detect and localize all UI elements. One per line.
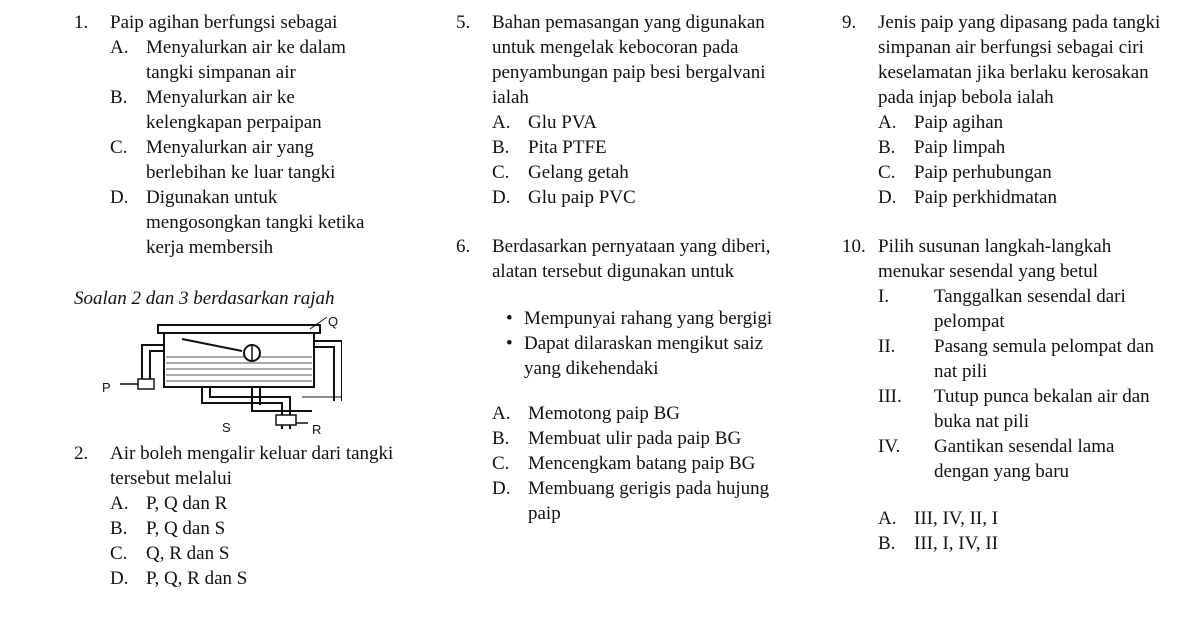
question-number: 9. bbox=[842, 12, 857, 33]
option-letter: A. bbox=[492, 112, 511, 133]
option-text: P, Q dan R bbox=[146, 493, 228, 514]
step-item bbox=[878, 384, 1172, 434]
statement-text: Mempunyai rahang yang bergigi bbox=[524, 308, 773, 329]
label-s: S bbox=[222, 420, 231, 435]
question-text: Berdasarkan pernyataan yang diberi, alatan tersebut digunakan untuk bbox=[492, 236, 771, 282]
statement-item bbox=[506, 306, 796, 331]
option-text: Digunakan untuk mengosongkan tangki ketika kerja membersih bbox=[146, 187, 365, 258]
option-d[interactable] bbox=[492, 476, 796, 526]
statement-item bbox=[506, 331, 796, 381]
question-text: Pilih susunan langkah-langkah menukar sesendal yang betul bbox=[878, 236, 1112, 282]
step-item bbox=[878, 284, 1172, 334]
statement-list bbox=[492, 306, 796, 381]
option-b[interactable] bbox=[878, 135, 1172, 160]
option-c[interactable] bbox=[110, 541, 394, 566]
option-text: Paip perkhidmatan bbox=[914, 187, 1057, 208]
option-text: Mencengkam batang paip BG bbox=[528, 453, 756, 474]
step-text: Pasang semula pelompat dan nat pili bbox=[934, 336, 1155, 382]
option-text: Glu PVA bbox=[528, 112, 597, 133]
step-numeral: III. bbox=[878, 386, 902, 407]
option-b[interactable] bbox=[492, 426, 796, 451]
option-letter: B. bbox=[110, 518, 128, 539]
option-letter: D. bbox=[492, 187, 511, 208]
option-c[interactable] bbox=[492, 160, 796, 185]
question-9 bbox=[842, 10, 1172, 210]
option-text: Menyalurkan air ke dalam tangki simpanan air bbox=[146, 37, 346, 83]
question-number: 1. bbox=[74, 12, 89, 33]
option-letter: B. bbox=[110, 87, 128, 108]
option-b[interactable] bbox=[110, 85, 394, 135]
option-text: Gelang getah bbox=[528, 162, 629, 183]
question-1 bbox=[74, 10, 394, 260]
option-letter: D. bbox=[110, 187, 129, 208]
option-letter: D. bbox=[110, 568, 129, 589]
option-b[interactable] bbox=[878, 531, 1172, 556]
label-r: R bbox=[312, 422, 322, 437]
question-text: Paip agihan berfungsi sebagai bbox=[110, 12, 338, 33]
option-letter: A. bbox=[110, 37, 129, 58]
option-text: Q, R dan S bbox=[146, 543, 230, 564]
question-6 bbox=[456, 234, 796, 526]
option-letter: C. bbox=[492, 453, 510, 474]
step-text: Gantikan sesendal lama dengan yang baru bbox=[934, 436, 1115, 482]
option-c[interactable] bbox=[492, 451, 796, 476]
step-numeral: II. bbox=[878, 336, 896, 357]
label-q: Q bbox=[328, 314, 339, 329]
option-a[interactable] bbox=[110, 35, 394, 85]
question-number: 5. bbox=[456, 12, 471, 33]
question-number: 10. bbox=[842, 236, 866, 257]
option-letter: A. bbox=[110, 493, 129, 514]
question-text: Jenis paip yang dipasang pada tangki simpanan air berfungsi sebagai ciri keselamatan jika berlaku kerosakan pada injap bebola ialah bbox=[878, 12, 1161, 108]
option-letter: D. bbox=[878, 187, 897, 208]
question-5 bbox=[456, 10, 796, 210]
option-d[interactable] bbox=[110, 185, 394, 260]
option-letter: C. bbox=[110, 543, 128, 564]
option-letter: B. bbox=[878, 533, 896, 554]
question-number: 6. bbox=[456, 236, 471, 257]
option-text: Paip perhubungan bbox=[914, 162, 1052, 183]
option-letter: B. bbox=[878, 137, 896, 158]
option-letter: B. bbox=[492, 428, 510, 449]
question-text: Bahan pemasangan yang digunakan untuk mengelak kebocoran pada penyambungan paip besi bergalvani ialah bbox=[492, 12, 766, 108]
option-a[interactable] bbox=[878, 110, 1172, 135]
column-2 bbox=[456, 10, 796, 526]
option-text: Paip agihan bbox=[914, 112, 1004, 133]
option-text: Pita PTFE bbox=[528, 137, 607, 158]
option-text: Glu paip PVC bbox=[528, 187, 636, 208]
option-text: Membuang gerigis pada hujung paip bbox=[528, 478, 770, 524]
option-d[interactable] bbox=[110, 566, 394, 591]
step-numeral: I. bbox=[878, 286, 890, 307]
question-text: Air boleh mengalir keluar dari tangki tersebut melalui bbox=[110, 443, 394, 489]
question-2 bbox=[74, 441, 394, 591]
option-a[interactable] bbox=[110, 491, 394, 516]
question-10 bbox=[842, 234, 1172, 556]
step-item bbox=[878, 434, 1172, 484]
option-text: Menyalurkan air ke kelengkapan perpaipan bbox=[146, 87, 322, 133]
option-letter: A. bbox=[492, 403, 511, 424]
option-b[interactable] bbox=[492, 135, 796, 160]
option-letter: C. bbox=[110, 137, 128, 158]
option-list bbox=[492, 401, 796, 526]
bullet-icon: • bbox=[506, 333, 513, 354]
water-tank-diagram bbox=[102, 311, 342, 441]
option-text: Memotong paip BG bbox=[528, 403, 680, 424]
section-note: Soalan 2 dan 3 berdasarkan rajah bbox=[74, 288, 335, 309]
column-1 bbox=[74, 10, 394, 591]
option-text: Menyalurkan air yang berlebihan ke luar tangki bbox=[146, 137, 336, 183]
option-letter: A. bbox=[878, 112, 897, 133]
step-item bbox=[878, 334, 1172, 384]
option-text: Membuat ulir pada paip BG bbox=[528, 428, 742, 449]
question-number: 2. bbox=[74, 443, 89, 464]
option-list bbox=[878, 506, 1172, 556]
statement-text: Dapat dilaraskan mengikut saiz yang dikehendaki bbox=[524, 333, 764, 379]
option-c[interactable] bbox=[110, 135, 394, 185]
option-a[interactable] bbox=[878, 506, 1172, 531]
step-text: Tanggalkan sesendal dari pelompat bbox=[934, 286, 1126, 332]
option-b[interactable] bbox=[110, 516, 394, 541]
option-text: III, I, IV, II bbox=[914, 533, 999, 554]
label-p: P bbox=[102, 380, 111, 395]
step-numeral: IV. bbox=[878, 436, 901, 457]
option-text: P, Q dan S bbox=[146, 518, 226, 539]
option-letter: C. bbox=[878, 162, 896, 183]
column-3 bbox=[842, 10, 1172, 556]
option-text: P, Q, R dan S bbox=[146, 568, 248, 589]
step-text: Tutup punca bekalan air dan buka nat pili bbox=[934, 386, 1150, 432]
option-text: III, IV, II, I bbox=[914, 508, 999, 529]
option-letter: A. bbox=[878, 508, 897, 529]
option-d[interactable] bbox=[492, 185, 796, 210]
option-d[interactable] bbox=[878, 185, 1172, 210]
option-a[interactable] bbox=[492, 401, 796, 426]
option-text: Paip limpah bbox=[914, 137, 1006, 158]
option-letter: D. bbox=[492, 478, 511, 499]
bullet-icon: • bbox=[506, 308, 513, 329]
option-letter: B. bbox=[492, 137, 510, 158]
option-a[interactable] bbox=[492, 110, 796, 135]
option-letter: C. bbox=[492, 162, 510, 183]
option-c[interactable] bbox=[878, 160, 1172, 185]
